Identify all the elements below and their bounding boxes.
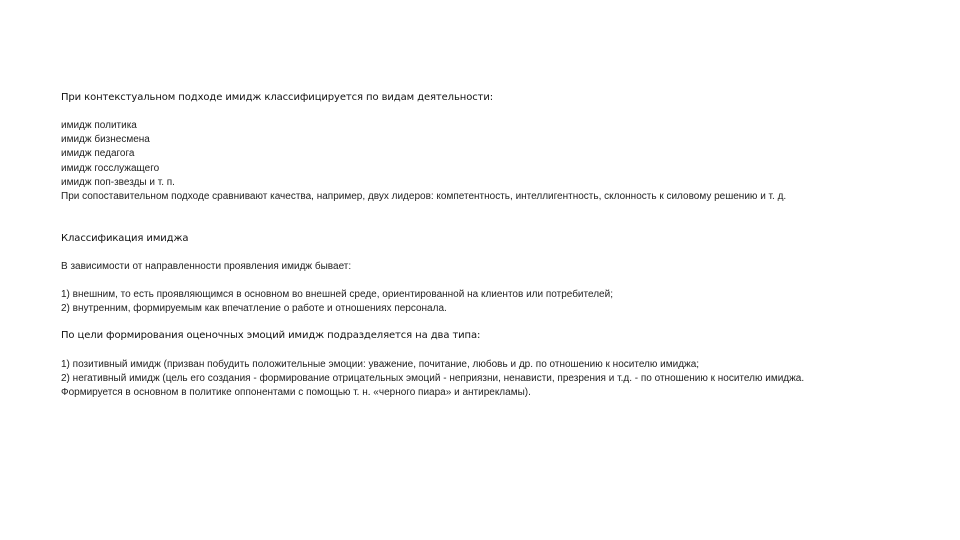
list-item: 1) внешним, то есть проявляющимся в основном во внешней среде, ориентированной на клиентов или потребителей; [61, 289, 613, 300]
direction-intro-text: В зависимости от направленности проявления имидж бывает: [61, 261, 352, 272]
heading-contextual-approach: При контекстуальном подходе имидж классифицируется по видам деятельности: [61, 92, 494, 103]
heading-emotion-goal: По цели формирования оценочных эмоций имидж подразделяется на два типа: [61, 330, 481, 341]
slide-content [61, 0, 901, 540]
goal-list [61, 358, 851, 401]
direction-list [61, 288, 851, 316]
list-item: 2) негативный имидж (цель его создания - формирование отрицательных эмоций - неприязни, ненависти, презрения и т.д. - по отношению к носителю имиджа. Формируется в основном в политике оппонентами с помощью т. н. «черного пиара» и антирекламы). [61, 373, 805, 399]
list-item: имидж педагога [61, 148, 135, 160]
list-item: имидж поп-звезды и т. п. [61, 176, 175, 188]
list-item: 1) позитивный имидж (призван побудить положительные эмоции: уважение, почитание, любовь и др. по отношению к носителю имиджа; [61, 359, 700, 370]
list-item: имидж политика [61, 120, 137, 131]
list-item: имидж госслужащего [61, 162, 160, 174]
list-item: имидж бизнесмена [61, 134, 150, 146]
list-item: 2) внутренним, формируемым как впечатление о работе и отношениях персонала. [61, 303, 447, 315]
comparative-approach-text: При сопоставительном подходе сравнивают качества, например, двух лидеров: компетентность, интеллигентность, склонность к силовому решению и т. д. [61, 191, 787, 203]
heading-image-classification: Классификация имиджа [61, 233, 189, 244]
direction-intro [61, 260, 851, 274]
activity-list [61, 119, 851, 204]
